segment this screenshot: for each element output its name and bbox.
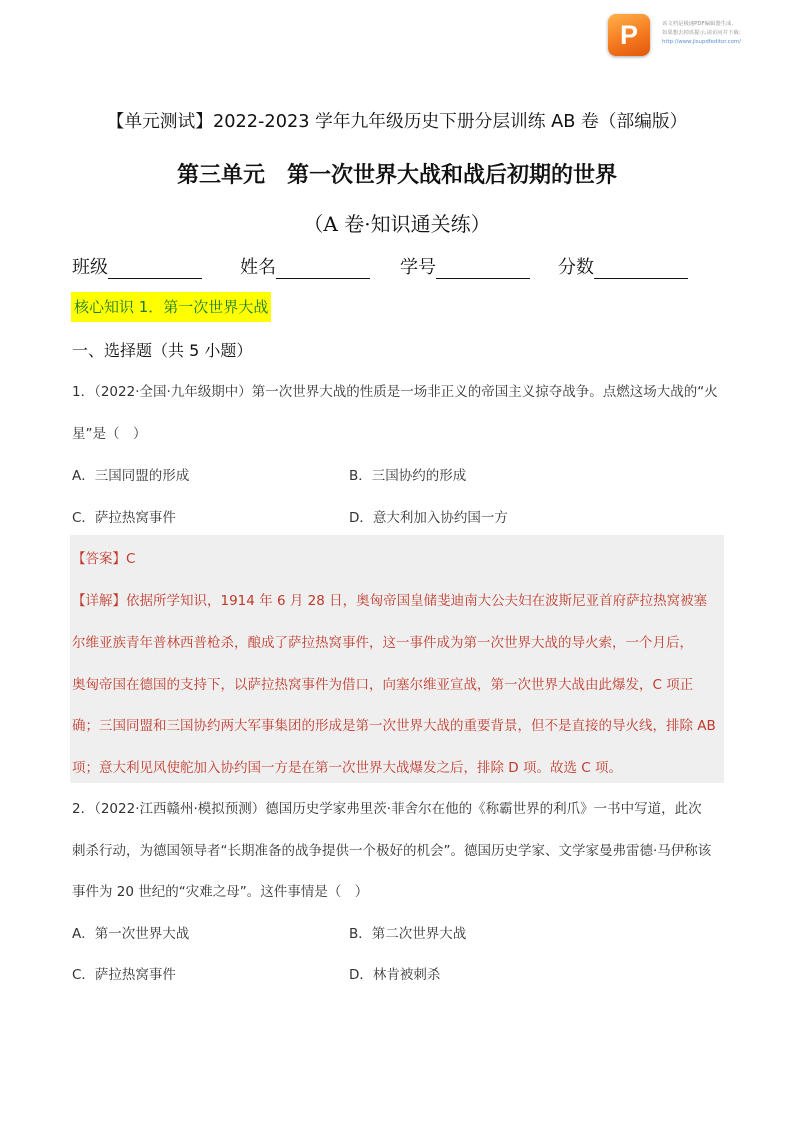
student-id-blank [436,278,530,279]
name-field [240,253,370,279]
class-blank [108,278,202,279]
document-title: 【单元测试】2022-2023 学年九年级历史下册分层训练 AB 卷（部编版） [106,112,688,132]
watermark-line-2: 如果想去掉该提示,请访问并下载: [662,30,741,36]
q2-option-c: C．萨拉热窝事件 [72,967,176,983]
q2-option-a: A．第一次世界大战 [72,926,190,942]
q2-stem-line-1: 2．（2022·江西赣州·模拟预测）德国历史学家弗里茨·菲舍尔在他的《称霸世界的利爪》一书中写道，此次 [72,801,702,817]
student-id-field [400,253,530,279]
unit-title: 第三单元 第一次世界大战和战后初期的世界 [176,163,617,188]
q1-option-a: A．三国同盟的形成 [72,468,190,484]
q1-stem-line-1: 1．（2022·全国·九年级期中）第一次世界大战的性质是一场非正义的帝国主义掠夺战争。点燃这场大战的“火 [72,384,718,400]
name-blank [276,278,370,279]
score-label: 分数 [558,257,594,278]
name-label: 姓名 [240,257,276,278]
watermark-line-1: 该文档是极速PDF编辑器生成, [662,21,734,27]
knowledge-point-tag: 核心知识 1．第一次世界大战 [71,292,271,322]
paper-subtitle: （A 卷·知识通关练） [303,212,491,236]
score-blank [594,278,688,279]
section-title: 一、选择题（共 5 小题） [72,341,253,360]
q1-answer-box [70,535,724,783]
q1-detail-line-5: 项；意大利见风使舵加入协约国一方是在第一次世界大战爆发之后，排除 D 项。故选 C 项。 [72,760,622,776]
q1-stem-line-2: 星”是（ ） [72,426,147,442]
score-field [558,253,688,279]
q1-answer: 【答案】C [72,551,136,567]
q2-stem-line-3: 事件为 20 世纪的“灾难之母”。这件事情是（ ） [72,884,369,900]
q1-detail-line-3: 奥匈帝国在德国的支持下，以萨拉热窝事件为借口，向塞尔维亚宣战，第一次世界大战由此爆发，C 项正 [72,677,694,693]
watermark-link[interactable]: http://www.jisupdfeditor.com/ [662,39,741,45]
q1-option-b: B．三国协约的形成 [349,468,467,484]
pdf-editor-logo-icon [608,14,650,56]
q2-option-d: D．林肯被刺杀 [349,967,441,983]
student-id-label: 学号 [400,257,436,278]
logo-letter: P [619,20,638,50]
q1-detail-line-2: 尔维亚族青年普林西普枪杀，酿成了萨拉热窝事件，这一事件成为第一次世界大战的导火索，一个月后， [72,635,693,651]
class-label: 班级 [72,257,108,278]
q1-detail-line-4: 确；三国同盟和三国协约两大军事集团的形成是第一次世界大战的重要背景，但不是直接的导火线，排除 AB [72,718,716,734]
q1-option-c: C．萨拉热窝事件 [72,510,176,526]
q1-detail-line-1: 【详解】依据所学知识，1914 年 6 月 28 日，奥匈帝国皇储斐迪南大公夫妇在波斯尼亚首府萨拉热窝被塞 [72,593,708,609]
q2-stem-line-2: 刺杀行动，为德国领导者“长期准备的战争提供一个极好的机会”。德国历史学家、文学家曼弗雷德·马伊称该 [72,843,712,859]
q2-option-b: B．第二次世界大战 [349,926,467,942]
q1-option-d: D．意大利加入协约国一方 [349,510,508,526]
class-field [72,253,202,279]
